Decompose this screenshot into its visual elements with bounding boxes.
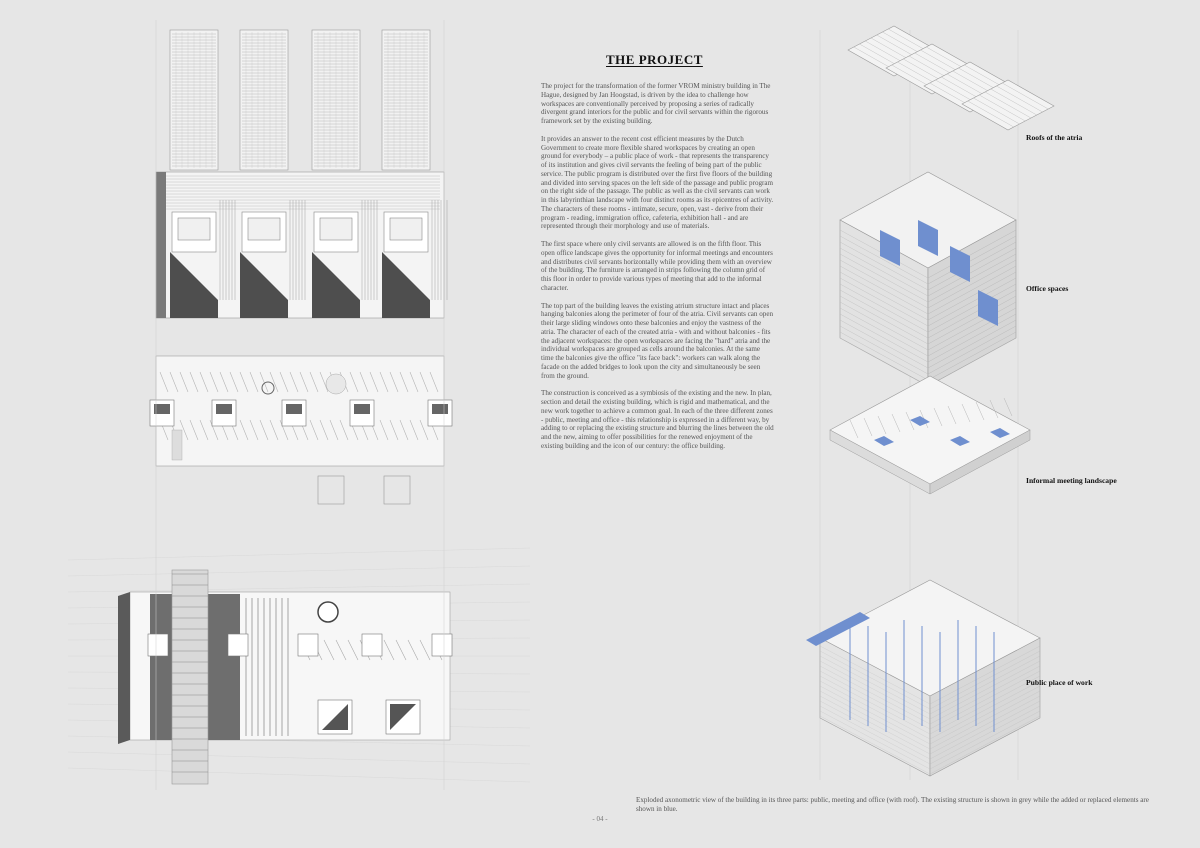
meeting-floor-plan <box>150 356 452 504</box>
public-ground-plan <box>68 548 530 784</box>
atrium-roof-3 <box>312 30 360 170</box>
label-roofs-of-the-atria: Roofs of the atria <box>1026 133 1083 142</box>
public-pod-5 <box>432 634 452 656</box>
plan-drawings <box>0 0 540 848</box>
axonometric-layers <box>806 26 1054 780</box>
office-edge-shadow <box>156 172 166 318</box>
axo-meeting-slab <box>830 376 1030 494</box>
public-pod-3 <box>298 634 318 656</box>
axo-public-block <box>806 580 1040 776</box>
paragraph-intro: The project for the transformation of the former VROM ministry building in The Hague, designed by Jan Hoogstad, is driven by the idea to challenge how workspaces are conventionally perceived by proposing a series of radically divergent grand interiors for the public and for civil servants within the rigorous framework set by the existing building. <box>541 82 771 125</box>
label-office-spaces: Office spaces <box>1026 284 1069 293</box>
office-floor-plan <box>156 172 447 318</box>
atrium-roof-2 <box>240 30 288 170</box>
page-number: - 04 - <box>592 815 608 823</box>
public-left-shadow <box>118 592 130 744</box>
public-pod-4 <box>362 634 382 656</box>
atrium-roof-1 <box>170 30 218 170</box>
round-reading-room <box>318 602 338 622</box>
paragraph-atria-balconies: The top part of the building leaves the existing atrium structure intact and places hanging balconies along the perimeter of four of the atria. Civil servants can open their large sliding windows onto these balconies and enjoy the vastness of the atria. The character of each of the created atria - with and without balconies - fits the adjacent workspaces: the open workspaces are facing the "hard" atria and the individual workspaces are grouped as cells around the balconies. At the same time the balconies give the office "its face back": workers can walk along the facade on the added bridges to look upon the city and simultaneously be seen from the ground. <box>541 301 774 380</box>
axo-office-block <box>840 172 1016 386</box>
site-line <box>68 566 530 576</box>
atria-roof-plan <box>170 30 430 170</box>
round-room <box>326 374 346 394</box>
passage-bridge <box>172 570 208 784</box>
public-pod-2 <box>228 634 248 656</box>
page-title: THE PROJECT <box>606 52 703 67</box>
label-informal-meeting-landscape: Informal meeting landscape <box>1026 476 1117 485</box>
project-description <box>541 82 774 460</box>
site-line <box>68 584 530 592</box>
exploded-axonometric <box>800 20 1200 790</box>
label-public-place-of-work: Public place of work <box>1026 678 1093 687</box>
site-line <box>68 548 530 560</box>
public-pod-1 <box>148 634 168 656</box>
figure-caption: Exploded axonometric view of the building in its three parts: public, meeting and office (with roof). The existing structure is shown in grey while the added or replaced elements are shown in blue. <box>636 796 1149 813</box>
meeting-stair-core-1 <box>318 476 344 504</box>
site-line <box>68 768 530 782</box>
paragraph-construction: The construction is conceived as a symbiosis of the existing and the new. In plan, section and detail the existing building, which is rigid and mathematical, and the new work together to achieve a common goal. In each of the three different zones - public, meeting and office - this relationship is expressed in a different way, by adding to or replacing the existing structure and blurring the lines between the old and the new, aiming to offer possibilities for the renewed enjoyment of the existing building and the icon of our century: the office building. <box>541 389 774 450</box>
paragraph-public-program: It provides an answer to the recent cost efficient measures by the Dutch Government to create more flexible shared workspaces by creating an open ground for everybody – a public place of work - that represents the transparency of its institution and gives civil servants the feeling of being part of the public service. The public program is distributed over the first five floors of the building and divided into serving spaces on the left side of the passage and public program on the right side of the passage. The public as well as the civil servants can work in this labyrinthian landscape with four distinct rooms as its epicentres of activity. The characters of these rooms - intimate, secure, open, vast - derive from their program - reading, immigration office, cafeteria, exhibition hall - and are represented through their morphology and use of materials. <box>541 134 774 231</box>
site-line <box>68 752 530 764</box>
atrium-roof-4 <box>382 30 430 170</box>
meeting-stair-core-2 <box>384 476 410 504</box>
paragraph-fifth-floor: The first space where only civil servants are allowed is on the fifth floor. This open office landscape gives the opportunity for informal meetings and encounters and distributes civil servants horizontally while providing them with an overview of the building. The furniture is arranged in strips following the column grid of this floor in order to provide various types of meeting that add to the informal character. <box>541 240 773 292</box>
